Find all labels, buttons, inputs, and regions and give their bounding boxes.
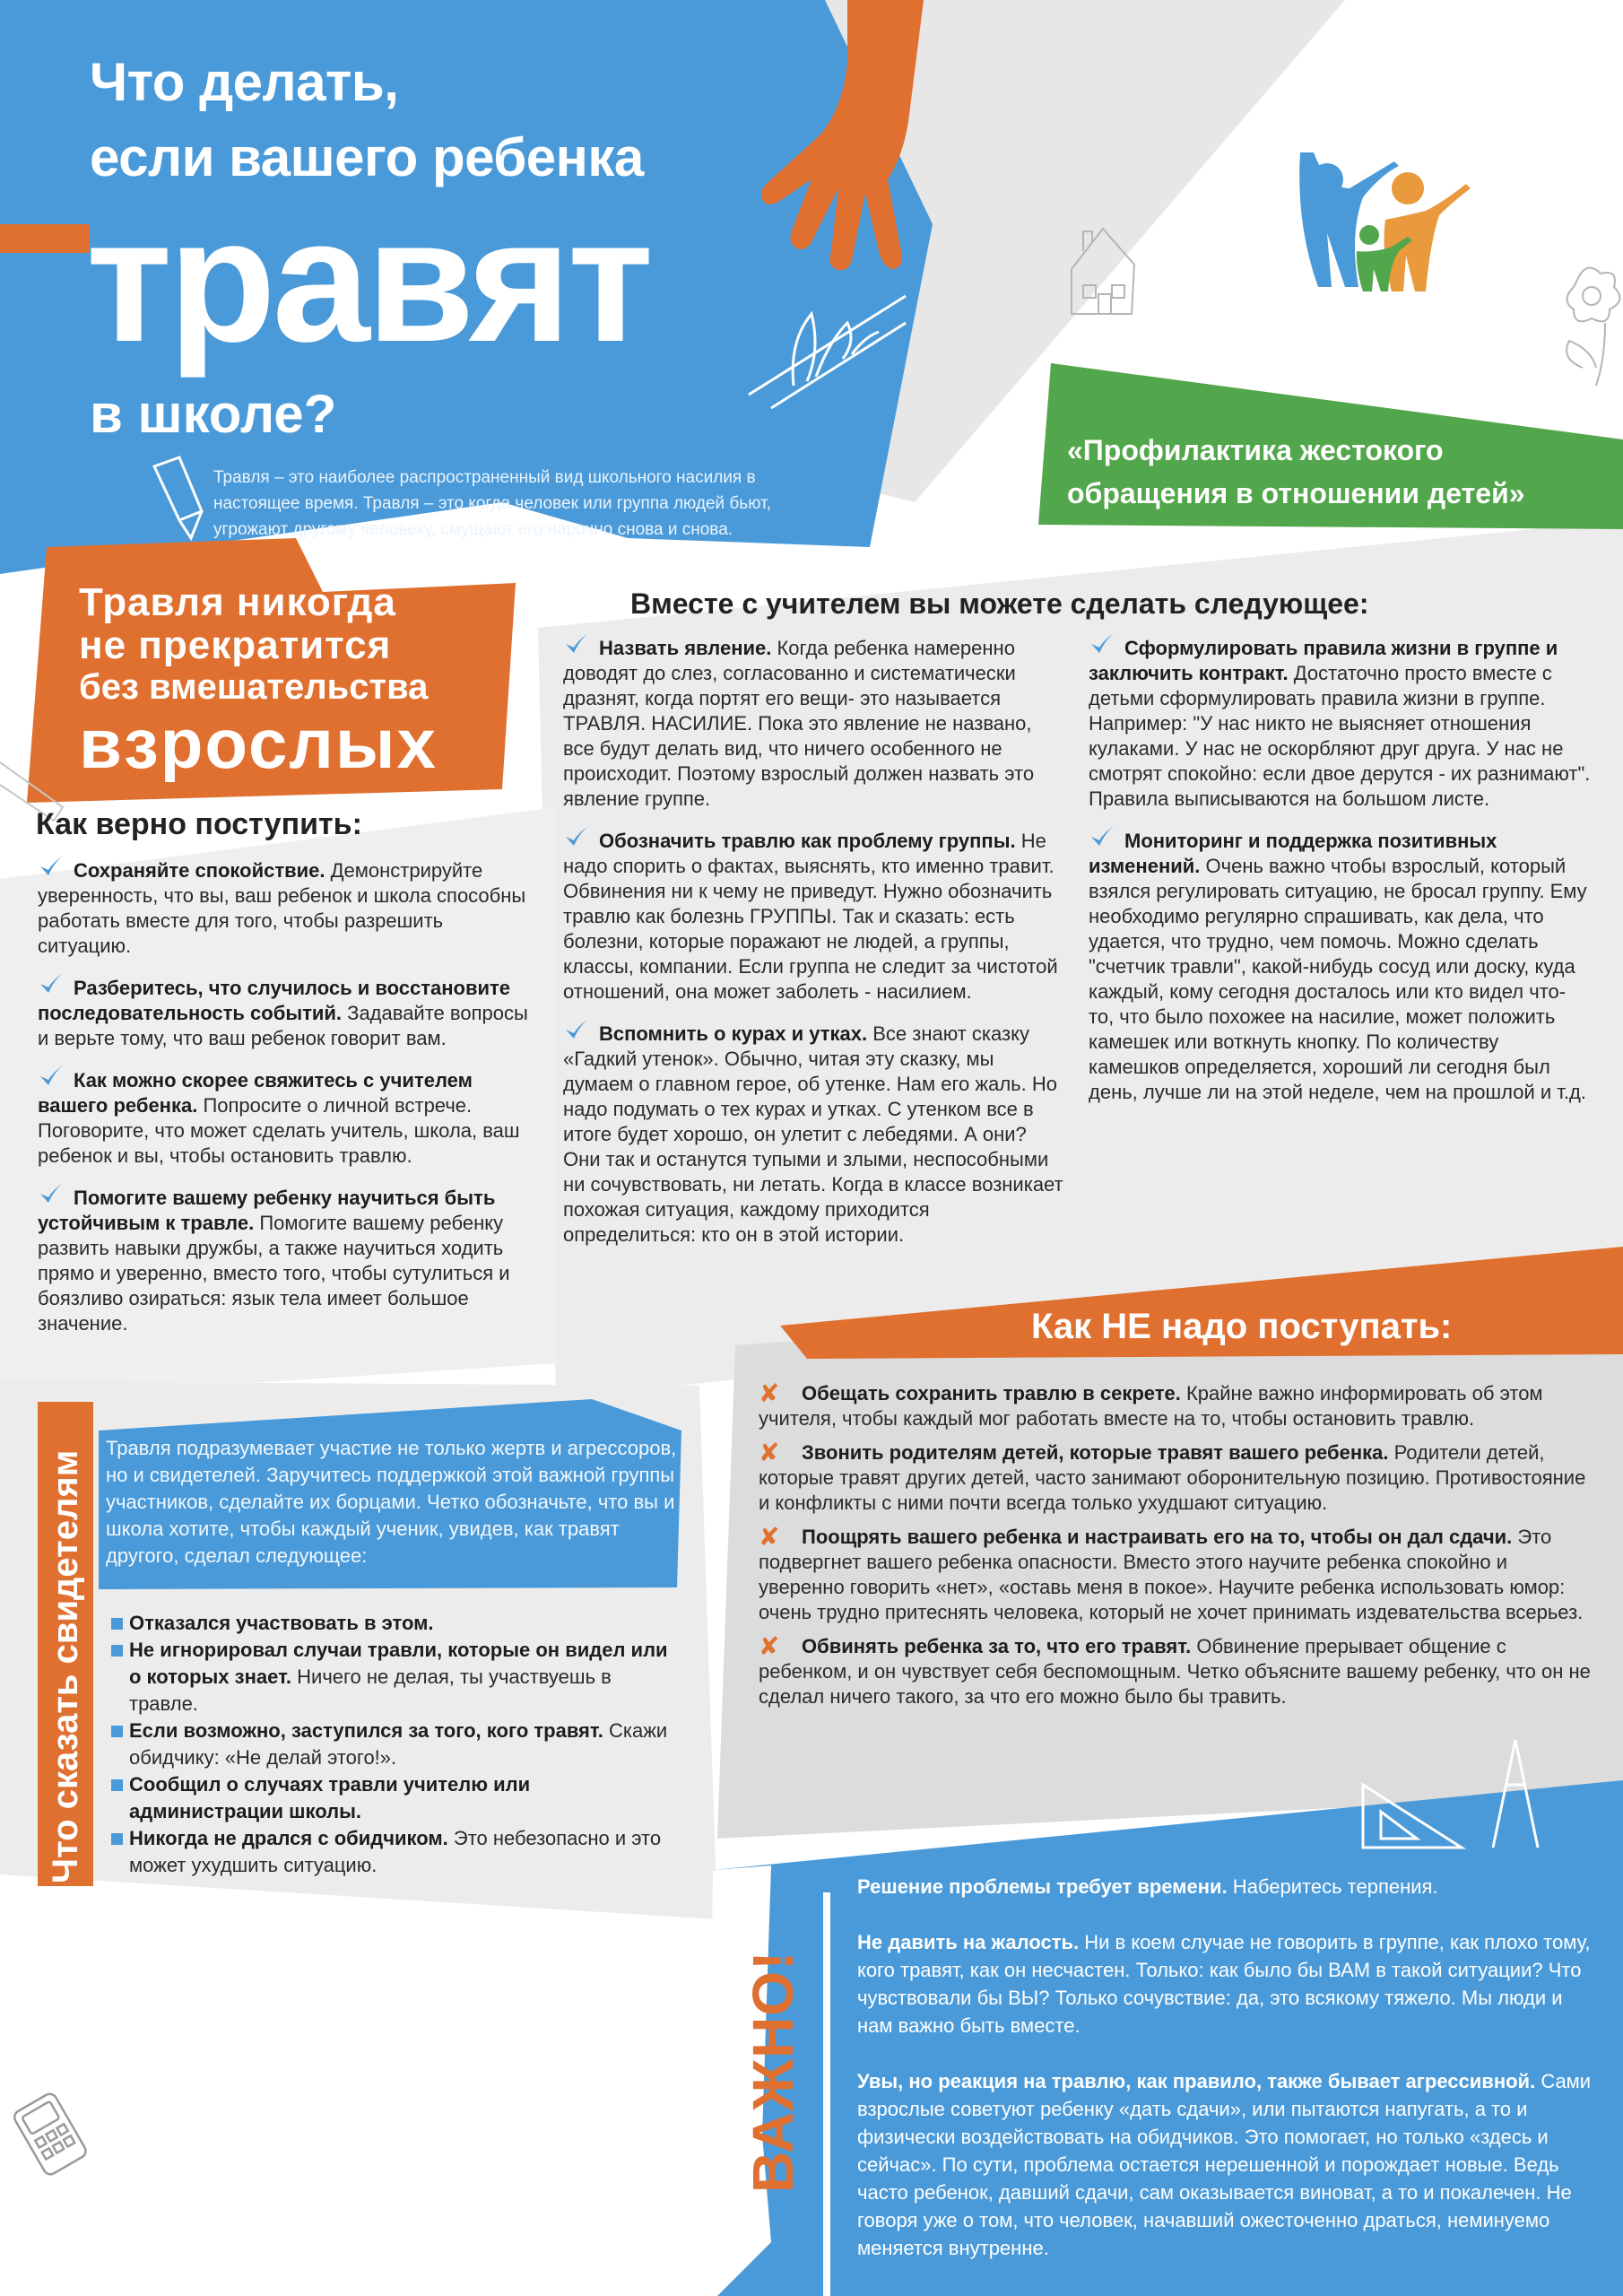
item-lead: Как можно скорее свяжитесь с учителем вашего ребенка. — [38, 1069, 473, 1117]
list-item — [563, 1015, 1065, 1248]
item-lead: Назвать явление. — [599, 637, 772, 659]
paragraph-text: Сами взрослые советуют ребенку «дать сдачи», или пытаются напугать, а то и физически воздействовать на обидчиков. Это помогает, но только «здесь и сейчас». По сути, проблема остается нерешенной и порождает новые. Ведь часто ребенок, давший сдачи, сам оказывается виноват, а то и покалечен. Не говоря уже о том, что человек, начавший ожесточенно драться, неминуемо меняется внутренне. — [857, 2070, 1592, 2259]
item-text: Скажи обидчику: «Не делай этого!». — [129, 1719, 668, 1769]
list-item — [38, 1179, 540, 1336]
item-lead: Мониторинг и поддержка позитивных изменений. — [1089, 830, 1497, 877]
item-lead: Звонить родителям детей, которые травят вашего ребенка. — [802, 1441, 1389, 1464]
calculator-doodle-icon — [12, 2092, 88, 2177]
program-line-2: обращения в отношении детей» — [1067, 477, 1525, 509]
list-item — [38, 852, 540, 959]
paragraph-text: Ни в коем случае не говорить в группе, как плохо тому, кого травят, как он несчастен. Только: как было бы ВАМ в такой ситуации? Что чувствовали бы ВЫ? Только сочувствие: да, это всякому тяжело. Мы люди и нам важно быть вместе. — [857, 1931, 1591, 2037]
how-right-list — [38, 852, 540, 1347]
item-lead: Сформулировать правила жизни в группе и заключить контракт. — [1089, 637, 1558, 684]
never-line-4: взрослых — [79, 704, 438, 783]
important-paragraph — [857, 1928, 1601, 2039]
item-text: Ничего не делая, ты участвуешь в травле. — [129, 1665, 612, 1715]
check-icon — [38, 1062, 68, 1089]
never-line-1: Травля никогда — [79, 580, 396, 624]
item-lead: Если возможно, заступился за того, кого травят. — [129, 1719, 603, 1742]
title-big-word: травят — [86, 182, 650, 378]
item-text: Это подвергнет вашего ребенка опасности. Вместо этого научите ребенка спокойно и уверенно говорить «нет», «оставь меня в покое». Научите ребенка использовать юмор: очень трудно притеснять человека, который не хочет принимать издевательства всерьез. — [759, 1526, 1584, 1623]
family-logo-icon — [1299, 152, 1471, 291]
paragraph-lead: Решение проблемы требует времени. — [857, 1875, 1228, 1898]
important-paragraph — [857, 1873, 1601, 1900]
item-text: Демонстрируйте уверенность, что вы, ваш ребенок и школа способны работать вместе для того, чтобы разрешить ситуацию. — [38, 859, 526, 957]
together-list-left — [563, 630, 1065, 1258]
list-item — [1089, 630, 1591, 812]
check-icon — [563, 822, 594, 849]
item-text: Родители детей, которые травят других детей, часто занимают оборонительную позицию. Противостояние и конфликты с ними почти всегда только ухудшают ситуацию. — [759, 1441, 1586, 1514]
list-item — [111, 1637, 685, 1718]
list-item — [759, 1440, 1593, 1516]
how-not-list — [759, 1381, 1593, 1718]
item-lead: Обозначить травлю как проблему группы. — [599, 830, 1016, 852]
together-list-right — [1089, 630, 1591, 1116]
item-lead: Не игнорировал случаи травли, которые он видел или о которых знает. — [129, 1639, 668, 1688]
item-lead: Разберитесь, что случилось и восстановите последовательность событий. — [38, 977, 511, 1024]
item-text: Все знают сказку «Гадкий утенок». Обычно, читая эту сказку, мы думаем о главном герое, об утенке. Нам его жаль. Но надо подумать о тех курах и утках. С утенком все в итоге будет хорошо, он улетит с лебедями. А они? Они так и останутся тупыми и злыми, неспособными ни сочувствовать, ни летать. Когда в классе возникает похожая ситуация, каждому приходится определиться: кто он в этой истории. — [563, 1022, 1063, 1246]
item-lead: Обещать сохранить травлю в секрете. — [802, 1382, 1181, 1405]
important-text — [857, 1873, 1601, 2290]
item-lead: Никогда не дрался с обидчиком. — [129, 1827, 448, 1849]
item-lead: Сообщил о случаях травли учителю или администрации школы. — [129, 1773, 531, 1822]
list-item — [111, 1771, 685, 1825]
never-stops-headline — [79, 580, 464, 783]
check-icon — [38, 1179, 68, 1206]
check-icon — [38, 852, 68, 879]
list-item — [38, 1062, 540, 1169]
item-text: Крайне важно информировать об этом учителя, чтобы каждый мог работать вместе на то, чтобы остановить травлю. — [759, 1382, 1543, 1430]
program-line-1: «Профилактика жестокого — [1067, 434, 1444, 466]
square-bullet-icon — [111, 1779, 123, 1791]
list-item — [38, 970, 540, 1051]
list-item — [111, 1825, 685, 1879]
item-lead: Отказался участвовать в этом. — [129, 1612, 434, 1634]
important-label: ВАЖНО! — [741, 1950, 805, 2193]
list-item — [563, 822, 1065, 1004]
item-lead: Поощрять вашего ребенка и настраивать его на то, чтобы он дал сдачи. — [802, 1526, 1513, 1548]
never-line-2: не прекратится — [79, 623, 392, 667]
square-bullet-icon — [111, 1833, 123, 1845]
together-title: Вместе с учителем вы можете сделать следующее: — [630, 587, 1369, 620]
item-text: Когда ребенка намеренно доводят до слез, согласованно и систематически дразнят, когда портят его вещи- это называется ТРАВЛЯ. НАСИЛИЕ. Пока это явление не названо, все будут делать вид, что ничего особенного не происходит. Поэтому взрослый должен назвать это явление группе. — [563, 637, 1035, 810]
check-icon — [563, 630, 594, 657]
important-paragraph — [857, 2067, 1601, 2262]
square-bullet-icon — [111, 1618, 123, 1630]
check-icon — [38, 970, 68, 996]
title-line-1: Что делать, — [90, 52, 399, 112]
program-banner — [1067, 429, 1525, 515]
cross-icon: ✘ — [759, 1523, 780, 1551]
header-orange-strip — [0, 224, 90, 253]
list-item — [111, 1610, 685, 1637]
item-lead: Помогите вашему ребенку научиться быть устойчивым к травле. — [38, 1187, 496, 1234]
check-icon — [1089, 630, 1119, 657]
item-text: Это небезопасно и это может ухудшить ситуацию. — [129, 1827, 662, 1876]
how-right-title: Как верно поступить: — [36, 807, 362, 841]
check-icon — [1089, 822, 1119, 849]
square-bullet-icon — [111, 1726, 123, 1737]
cross-icon: ✘ — [759, 1632, 780, 1660]
item-text: Помогите вашему ребенку развить навыки дружбы, а также научиться ходить прямо и уверенно, вместо того, чтобы сутулиться и боязливо озираться: язык тела имеет большое значение. — [38, 1212, 510, 1335]
item-lead: Сохраняйте спокойствие. — [74, 859, 325, 882]
paragraph-lead: Увы, но реакция на травлю, как правило, также бывает агрессивной. — [857, 2070, 1536, 2092]
square-bullet-icon — [111, 1645, 123, 1657]
intro-text: Травля – это наиболее распространенный вид школьного насилия в настоящее время. Травля – это когда человек или группа людей бьют, угрожают другому человеку, смущают его нарочно снова и снова. — [213, 468, 771, 539]
item-text: Очень важно чтобы взрослый, который взялся регулировать ситуацию, не бросал группу. Ему необходимо регулярно спрашивать, как дела, что удается, что трудно, чем помочь. Можно сделать "счетчик травли", какой-нибудь сосуд или доску, куда каждый, кому сегодня досталось или кто видел что-то, что было похожее на насилие, может положить камешек или воткнуть кнопку. По количеству камешков определяется, хороший ли сегодня был день, лучше ли на этой неделе, чем на прошлой и т.д. — [1089, 855, 1587, 1103]
important-divider — [823, 1892, 830, 2296]
list-item — [111, 1718, 685, 1771]
item-lead: Вспомнить о курах и утках. — [599, 1022, 868, 1045]
list-item — [1089, 822, 1591, 1105]
item-text: Достаточно просто вместе с детьми сформулировать правила жизни в группе. Например: "У нас никто не выясняет отношения кулаками. У нас не оскорбляют друг друга. У нас не смотрят спокойно: если двое дерутся - их разнимают". Правила выписываются на большом листе. — [1089, 662, 1591, 810]
witness-label: Что сказать свидетелям — [46, 1449, 85, 1883]
list-item — [759, 1525, 1593, 1625]
title-line-2: если вашего ребенка — [90, 127, 644, 187]
title-line-3: в школе? — [90, 384, 337, 444]
cross-icon: ✘ — [759, 1379, 780, 1407]
paragraph-lead: Не давить на жалость. — [857, 1931, 1080, 1953]
list-item — [563, 630, 1065, 812]
how-not-title: Как НЕ надо поступать: — [1031, 1307, 1453, 1346]
paragraph-text: Наберитесь терпения. — [1227, 1875, 1438, 1898]
item-text: Обвинение прерывает общение с ребенком, и он чувствует себя беспомощным. Четко объясните вашему ребенку, что он не сделал ничего такого, за что его можно было бы травить. — [759, 1635, 1591, 1708]
witness-intro: Травля подразумевает участие не только жертв и агрессоров, но и свидетелей. Заручитесь поддержкой этой важной группы участников, сделайте их борцами. Четко обозначьте, что вы и школа хотите, чтобы каждый ученик, увидев, как травят другого, сделал следующее: — [106, 1437, 677, 1567]
item-text: Попросите о личной встрече. Поговорите, что может сделать учитель, школа, ваш ребенок и вы, чтобы остановить травлю. — [38, 1094, 520, 1167]
list-item — [759, 1381, 1593, 1431]
item-text: Задавайте вопросы и верьте тому, что ваш ребенок говорит вам. — [38, 1002, 528, 1049]
item-text: Не надо спорить о фактах, выяснять, кто именно травит. Обвинения ни к чему не приведут. Нужно обозначить травлю как болезнь ГРУППЫ. Так и сказать: есть болезни, которые поражают не людей, а группы, классы, компании. Если группа не следит за чистотой отношений, она может заболеть - насилием. — [563, 830, 1058, 1003]
check-icon — [563, 1015, 594, 1042]
never-line-3: без вмешательства — [79, 667, 429, 707]
witness-list — [111, 1610, 685, 1879]
flower-doodle-icon — [1567, 268, 1619, 386]
item-lead: Обвинять ребенка за то, что его травят. — [802, 1635, 1192, 1657]
cross-icon: ✘ — [759, 1439, 780, 1466]
list-item — [759, 1634, 1593, 1709]
